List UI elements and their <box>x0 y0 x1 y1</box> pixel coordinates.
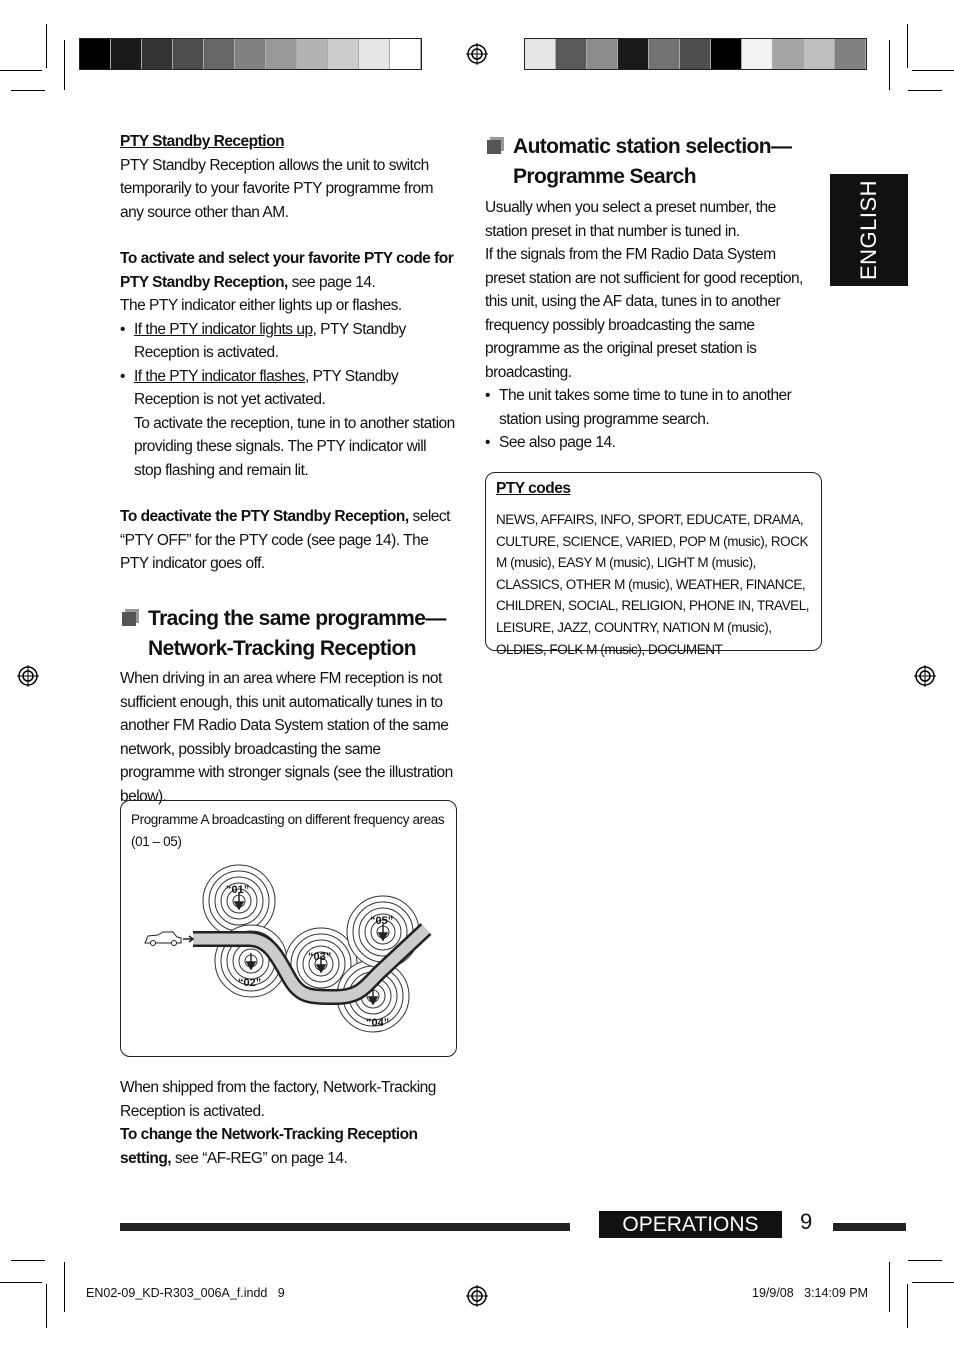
language-tab <box>830 174 908 286</box>
auto-body <box>485 196 810 455</box>
color-swatch <box>266 39 297 69</box>
frequency-area-5 <box>347 896 419 968</box>
indicator-line: The PTY indicator either lights up or flashes. <box>120 297 402 314</box>
bullet2-underlined: If the PTY indicator flashes, <box>134 367 309 385</box>
auto-paragraph-1: Usually when you select a preset number, the station preset in that number is tuned in. <box>485 199 776 240</box>
color-swatch <box>649 39 680 69</box>
bullet1-rest: PTY Standby Reception is activated. <box>134 320 406 361</box>
crop-mark <box>907 1284 908 1328</box>
deactivate-rest: select “PTY OFF” for the PTY code (see page 14). The PTY indicator goes off. <box>120 508 450 572</box>
color-swatch <box>742 39 773 69</box>
bullet2-rest: PTY Standby Reception is not yet activated. <box>134 367 399 408</box>
area-label-01: “01” <box>226 884 250 896</box>
crop-mark <box>46 24 47 68</box>
crop-mark <box>908 90 942 91</box>
color-swatch <box>235 39 266 69</box>
tracing-heading <box>148 604 468 664</box>
activate-rest: see page 14. <box>287 273 376 291</box>
change-rest: see “AF-REG” on page 14. <box>171 1149 348 1167</box>
color-swatch <box>80 39 111 69</box>
auto-heading-line1: Automatic station selection— <box>513 135 792 158</box>
color-swatch <box>804 39 835 69</box>
area-label-02: “02” <box>238 977 262 989</box>
color-swatch <box>525 39 556 69</box>
color-swatch <box>204 39 235 69</box>
section-label-text: OPERATIONS <box>622 1213 759 1236</box>
color-swatch <box>618 39 649 69</box>
color-swatch <box>587 39 618 69</box>
print-date: 19/9/08 3:14:09 PM <box>752 1286 869 1300</box>
color-swatch <box>111 39 142 69</box>
factory-paragraph: When shipped from the factory, Network-Tracking Reception is activated. <box>120 1079 436 1120</box>
crop-mark <box>11 1260 45 1261</box>
language-tab-label: ENGLISH <box>856 179 881 281</box>
color-swatch <box>680 39 711 69</box>
color-swatch <box>328 39 359 69</box>
list-item <box>120 365 455 412</box>
change-paragraph <box>120 1123 440 1170</box>
bullet2-extra: To activate the reception, tune in to another station providing these signals. The PTY indicator will stop flashing and remain lit. <box>134 414 455 479</box>
page-number: 9 <box>800 1209 813 1234</box>
footer-rule-left <box>120 1223 570 1231</box>
list-item: • The unit takes some time to tune in to another station using programme search. <box>485 384 810 431</box>
area-label-05: “05” <box>370 915 394 927</box>
deactivate-bold: To deactivate the PTY Standby Reception, <box>120 508 409 525</box>
crop-mark <box>11 90 45 91</box>
color-bar-left <box>79 38 422 70</box>
tracing-heading-line2: Network-Tracking Reception <box>148 637 416 660</box>
crop-mark <box>907 24 908 68</box>
crop-mark <box>889 40 890 90</box>
section-marker-icon <box>487 140 501 154</box>
standby-title: PTY Standby Reception <box>120 133 285 150</box>
registration-mark-icon <box>466 43 488 65</box>
pty-codes-list: NEWS, AFFAIRS, INFO, SPORT, EDUCATE, DRAMA, CULTURE, SCIENCE, VARIED, POP M (music), ROCK M (music), EASY M (music), LIGHT M (music), CLASSICS, OTHER M (music), WEATHER, FINANCE, CHILDREN, SOCIAL, RELIGION, PHONE IN, TRAVEL, LEISURE, JAZZ, COUNTRY, NATION M (music), OLDIES, FOLK M (music), DOCUMENT <box>496 512 810 657</box>
area-label-03: “03” <box>308 951 332 963</box>
color-swatch <box>390 39 421 69</box>
list-item <box>120 318 455 365</box>
color-swatch <box>173 39 204 69</box>
crop-mark <box>0 70 42 71</box>
tracing-body: When driving in an area where FM reception is not sufficient enough, this unit automatically tunes in to another FM Radio Data System station of the same network, possibly broadcasting the same programme with stronger signals (see the illustration below). <box>120 670 453 805</box>
color-swatch <box>835 39 866 69</box>
pty-codes-title: PTY codes <box>496 480 571 497</box>
auto-heading-line2: Programme Search <box>513 165 696 188</box>
section-label <box>599 1211 782 1238</box>
registration-mark-icon <box>914 665 936 687</box>
activate-bold: To activate and select your favorite PTY code for PTY Standby Reception, <box>120 250 454 291</box>
crop-mark <box>64 1262 65 1312</box>
bullet1-underlined: If the PTY indicator lights up, <box>134 320 317 338</box>
change-bold: To change the Network-Tracking Reception setting, <box>120 1126 418 1167</box>
list-item: • See also page 14. <box>485 431 810 455</box>
network-tracking-illustration <box>121 801 456 1056</box>
footer-rule-right <box>833 1223 906 1231</box>
crop-mark <box>912 70 954 71</box>
car-icon <box>145 932 193 946</box>
color-swatch <box>142 39 173 69</box>
auto-heading <box>513 132 833 192</box>
pty-codes-box <box>485 472 822 657</box>
crop-mark <box>912 1282 954 1283</box>
tracing-heading-line1: Tracing the same programme— <box>148 607 446 630</box>
illustration-box <box>120 800 457 1057</box>
auto-paragraph-2: If the signals from the FM Radio Data System preset station are not sufficient for good reception, this unit, using the AF data, tunes in to another frequency possibly broadcasting the same programme as the original preset station is broadcasting. <box>485 246 803 381</box>
crop-mark <box>908 1260 942 1261</box>
area-label-04: “04” <box>366 1017 390 1029</box>
color-swatch <box>773 39 804 69</box>
color-swatch <box>297 39 328 69</box>
color-bar-right <box>524 38 867 70</box>
section-marker-icon <box>122 612 136 626</box>
frequency-area-1 <box>203 865 275 937</box>
standby-body: PTY Standby Reception allows the unit to switch temporarily to your favorite PTY programme from any source other than AM. <box>120 156 434 221</box>
file-slug: EN02-09_KD-R303_006A_f.indd 9 <box>86 1286 285 1300</box>
color-swatch <box>359 39 390 69</box>
crop-mark <box>889 1262 890 1312</box>
color-swatch <box>711 39 742 69</box>
registration-mark-icon <box>466 1285 488 1307</box>
crop-mark <box>64 40 65 90</box>
crop-mark <box>0 1282 42 1283</box>
activate-paragraph <box>120 247 455 294</box>
illustration-caption: Programme A broadcasting on different frequency areas (01 – 05) <box>131 812 445 849</box>
crop-mark <box>46 1284 47 1328</box>
deactivate-paragraph <box>120 505 455 576</box>
left-column <box>120 130 455 576</box>
color-swatch <box>556 39 587 69</box>
registration-mark-icon <box>17 665 39 687</box>
